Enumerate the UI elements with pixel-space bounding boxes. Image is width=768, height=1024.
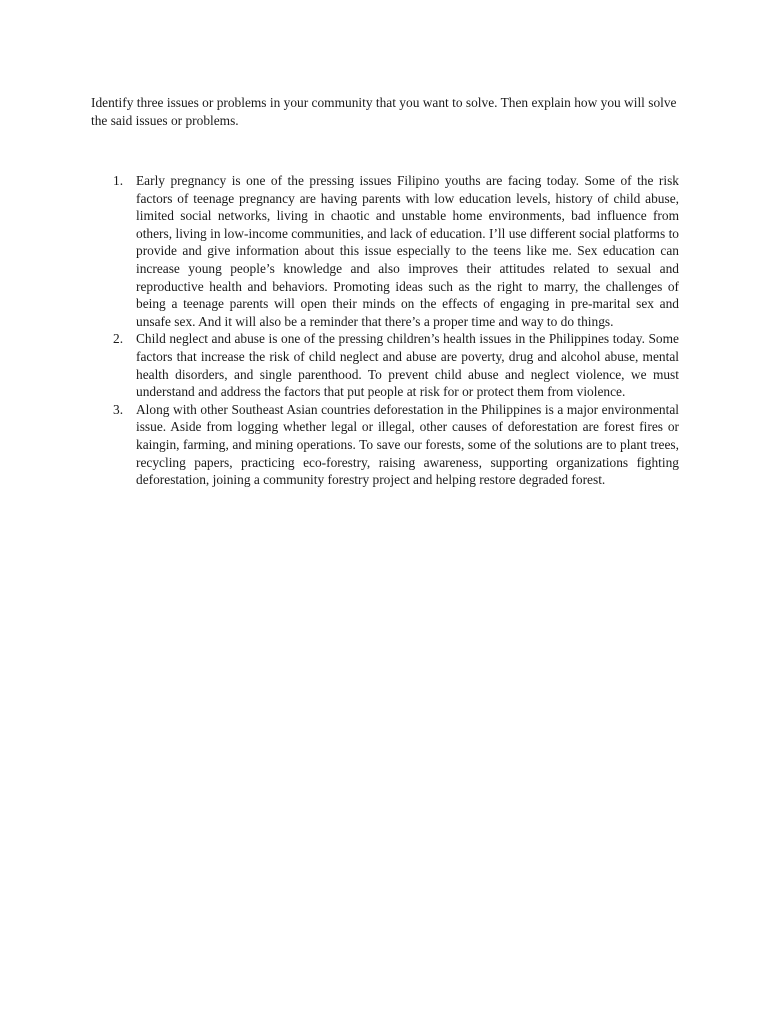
- issue-list: [113, 172, 679, 489]
- assignment-prompt: Identify three issues or problems in your community that you want to solve. Then explain how you will solve the said issues or problems.: [91, 95, 677, 128]
- list-item: [113, 401, 679, 489]
- list-item-text: Early pregnancy is one of the pressing issues Filipino youths are facing today. Some of the risk factors of teenage pregnancy are having parents with low education levels, history of child abuse, limited social networks, living in chaotic and unstable home environments, bad influence from others, living in low-income communities, and lack of education. I’ll use different social platforms to provide and give information about this issue especially to the teens like me. Sex education can increase young people’s knowledge and also improves their attitudes related to sexual and reproductive health and behaviors. Promoting ideas such as the right to marry, the challenges of being a teenage parents will open their minds on the effects of engaging in pre-marital sex and unsafe sex. And it will also be a reminder that there’s a proper time and way to do things.: [136, 173, 679, 329]
- list-item: [113, 330, 679, 400]
- list-item: [113, 172, 679, 330]
- list-item-number: 1.: [113, 173, 124, 188]
- list-item-number: 3.: [113, 401, 124, 417]
- list-item-number: 2.: [113, 331, 124, 347]
- list-item-text: Child neglect and abuse is one of the pressing children’s health issues in the Philippines today. Some factors that increase the risk of child neglect and abuse are poverty, drug and alcohol abuse, mental health disorders, and single parenthood. To prevent child abuse and neglect violence, we must understand and address the factors that put people at risk for or protect them from violence.: [136, 331, 679, 400]
- list-item-text: Along with other Southeast Asian countries deforestation in the Philippines is a major environmental issue. Aside from logging whether legal or illegal, other causes of deforestation are forest fires or kaingin, farming, and mining operations. To save our forests, some of the solutions are to plant trees, recycling papers, practicing eco-forestry, raising awareness, supporting organizations fighting deforestation, joining a community forestry project and helping restore degraded forest.: [136, 401, 679, 488]
